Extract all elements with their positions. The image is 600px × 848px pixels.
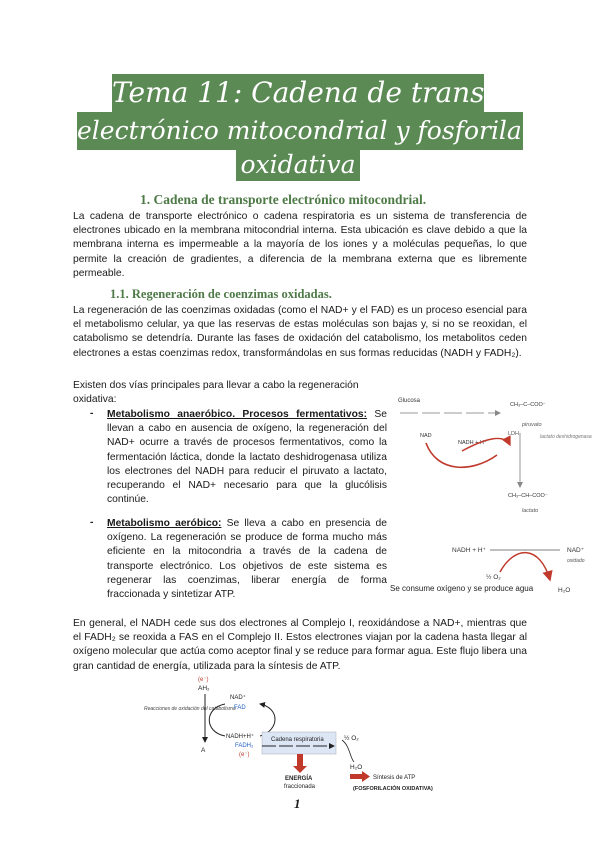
oxygen-label: ½ O₂ [486,574,501,581]
nadh-label: NADH + H⁺ [452,547,486,554]
nad-label: NAD⁺ [567,547,585,554]
coenzyme-regeneration-arrow [260,704,275,736]
bullet-dash: - [90,408,94,419]
atp-arrow-head [362,771,370,782]
section-1-paragraph: La cadena de transporte electrónico o cadena respiratoria es un sistema de transferencia de electrones ubicado en la membrana mitocondrial interna. Esta ubicación es clave debido a que la membrana interna es impermeable a la mayoría de los iones y a moléculas pequeñas, lo que permite la creación de gradientes, a diferencia de la membrana externa que es libremente permeable. [73,211,527,279]
electron-bottom-label: (e⁻) [239,752,250,758]
closing-paragraph: En general, el NADH cede sus dos electrones al Complejo I, reoxidándose a NAD+, mientras que el FADH₂ se reoxida a FAS en el Complejo II. Estos electrones viajan por la cadena hasta llegar al oxígeno molecular que actúa como aceptor final y se reduce para formar agua. Este flujo libera una gran cantidad de energía, utilizada para la síntesis de ATP. [73,618,527,672]
energy-label: ENERGÍA [285,776,313,782]
catabolism-side-label: Reacciones de oxidación del catabolismo [144,706,236,712]
respiratory-chain-box [262,732,336,754]
fadh2-label: FADH₂ [235,743,254,749]
nad-reduction-arrow [426,443,497,467]
nad-label: NAD⁺ [230,695,246,701]
nadh-label: NADH+H⁺ [226,734,255,740]
bullet-dash: - [90,517,94,528]
bullet-anaerobic [107,408,387,507]
atp-arrow-shaft [350,774,362,779]
fermentation-diagram [392,393,600,523]
section-heading-1: 1. Cadena de transporte electrónico mitocondrial. [140,192,427,207]
atp-label: Síntesis de ATP [373,775,416,781]
section-1-1-paragraph: La regeneración de las coenzimas oxidadas (como el NAD+ y el FAD) es un proceso esencial para el metabolismo celular, ya que las reservas de estas moléculas son bajas y, si no se reoxidan, el catabolismo se detendría. Durante las fases de oxidación del catabolismo, los metabolitos ceden electrones a estas coenzimas redox, transformándolas en sus formas reducidas (NADH y FADH₂). [73,305,527,359]
section-heading-1-1: 1.1. Regeneración de coenzimas oxidadas. [110,287,332,301]
ldh-side-note: lactato deshidrogenasa [540,434,592,440]
bullet-label: Metabolismo aeróbico: [107,518,222,529]
enzyme-label: LDH [508,431,520,437]
title-line-2: electrónico mitocondrial y fosforilación [77,112,523,150]
bullet-text: Se llevan a cabo en ausencia de oxígeno, la regeneración del NAD+ ocurre a través de procesos fermentativos, como la fermentación láctica, donde la lactato deshidrogenasa utiliza los electrones del NADH para reducir el piruvato a lactato, recuperando el NAD+ necesario para que la glucólisis continúe. [107,409,387,506]
bullet-label: Metabolismo anaeróbico. Procesos fermentativos: [107,409,368,420]
title-line-3: oxidativa [236,149,360,181]
atp-sub-label: (FOSFORILACIÓN OXIDATIVA) [353,786,433,792]
energy-arrow-shaft [297,754,303,766]
water-label: H₂O [558,587,571,594]
aerobic-diagram [390,540,600,600]
oxygen-label: ½ O₂ [344,735,359,742]
bullet-aerobic [107,517,387,602]
water-formation-arrow [342,740,354,762]
lactato-formula: CH₃–CH–COO⁻ [508,493,548,499]
lactato-label: lactato [522,508,539,514]
title-line-1: Tema 11: Cadena de transporte [112,74,484,112]
nadh-label: NADH + H⁺ [458,440,487,446]
nad-state-label: oxidado [567,558,585,564]
pathways-intro: Existen dos vías principales para llevar a cabo la regeneración oxidativa: [73,380,359,406]
electron-top-label: (e⁻) [198,677,209,683]
aerobic-caption: Se consume oxígeno y se produce agua [390,584,534,593]
a-label: A [201,747,206,754]
piruvato-label: piruvato [522,422,542,428]
respiratory-chain-diagram [140,674,460,798]
water-label: H₂O [350,764,363,771]
glucosa-label: Glucosa [398,398,421,404]
oxygen-reduction-arrow [500,553,550,580]
bullet-text: Se lleva a cabo en presencia de oxígeno. La regeneración se produce de forma mucho más eficiente en la mitocondria a través de la cadena de transporte electrónico. Los objetivos de este sistema es regenerar las coenzimas, liberar energía de forma fraccionada y sintetizar ATP. [107,518,388,601]
nad-label: NAD [420,433,432,439]
energy-sub-label: fraccionada [284,784,316,790]
chain-label: Cadena respiratoria [271,737,324,743]
energy-arrow-head [293,766,307,773]
ah2-label: AH₂ [198,685,210,692]
piruvato-formula: CH₃–C–COO⁻ [510,402,546,408]
page-number: 1 [294,796,301,811]
fad-label: FAD [234,705,246,711]
